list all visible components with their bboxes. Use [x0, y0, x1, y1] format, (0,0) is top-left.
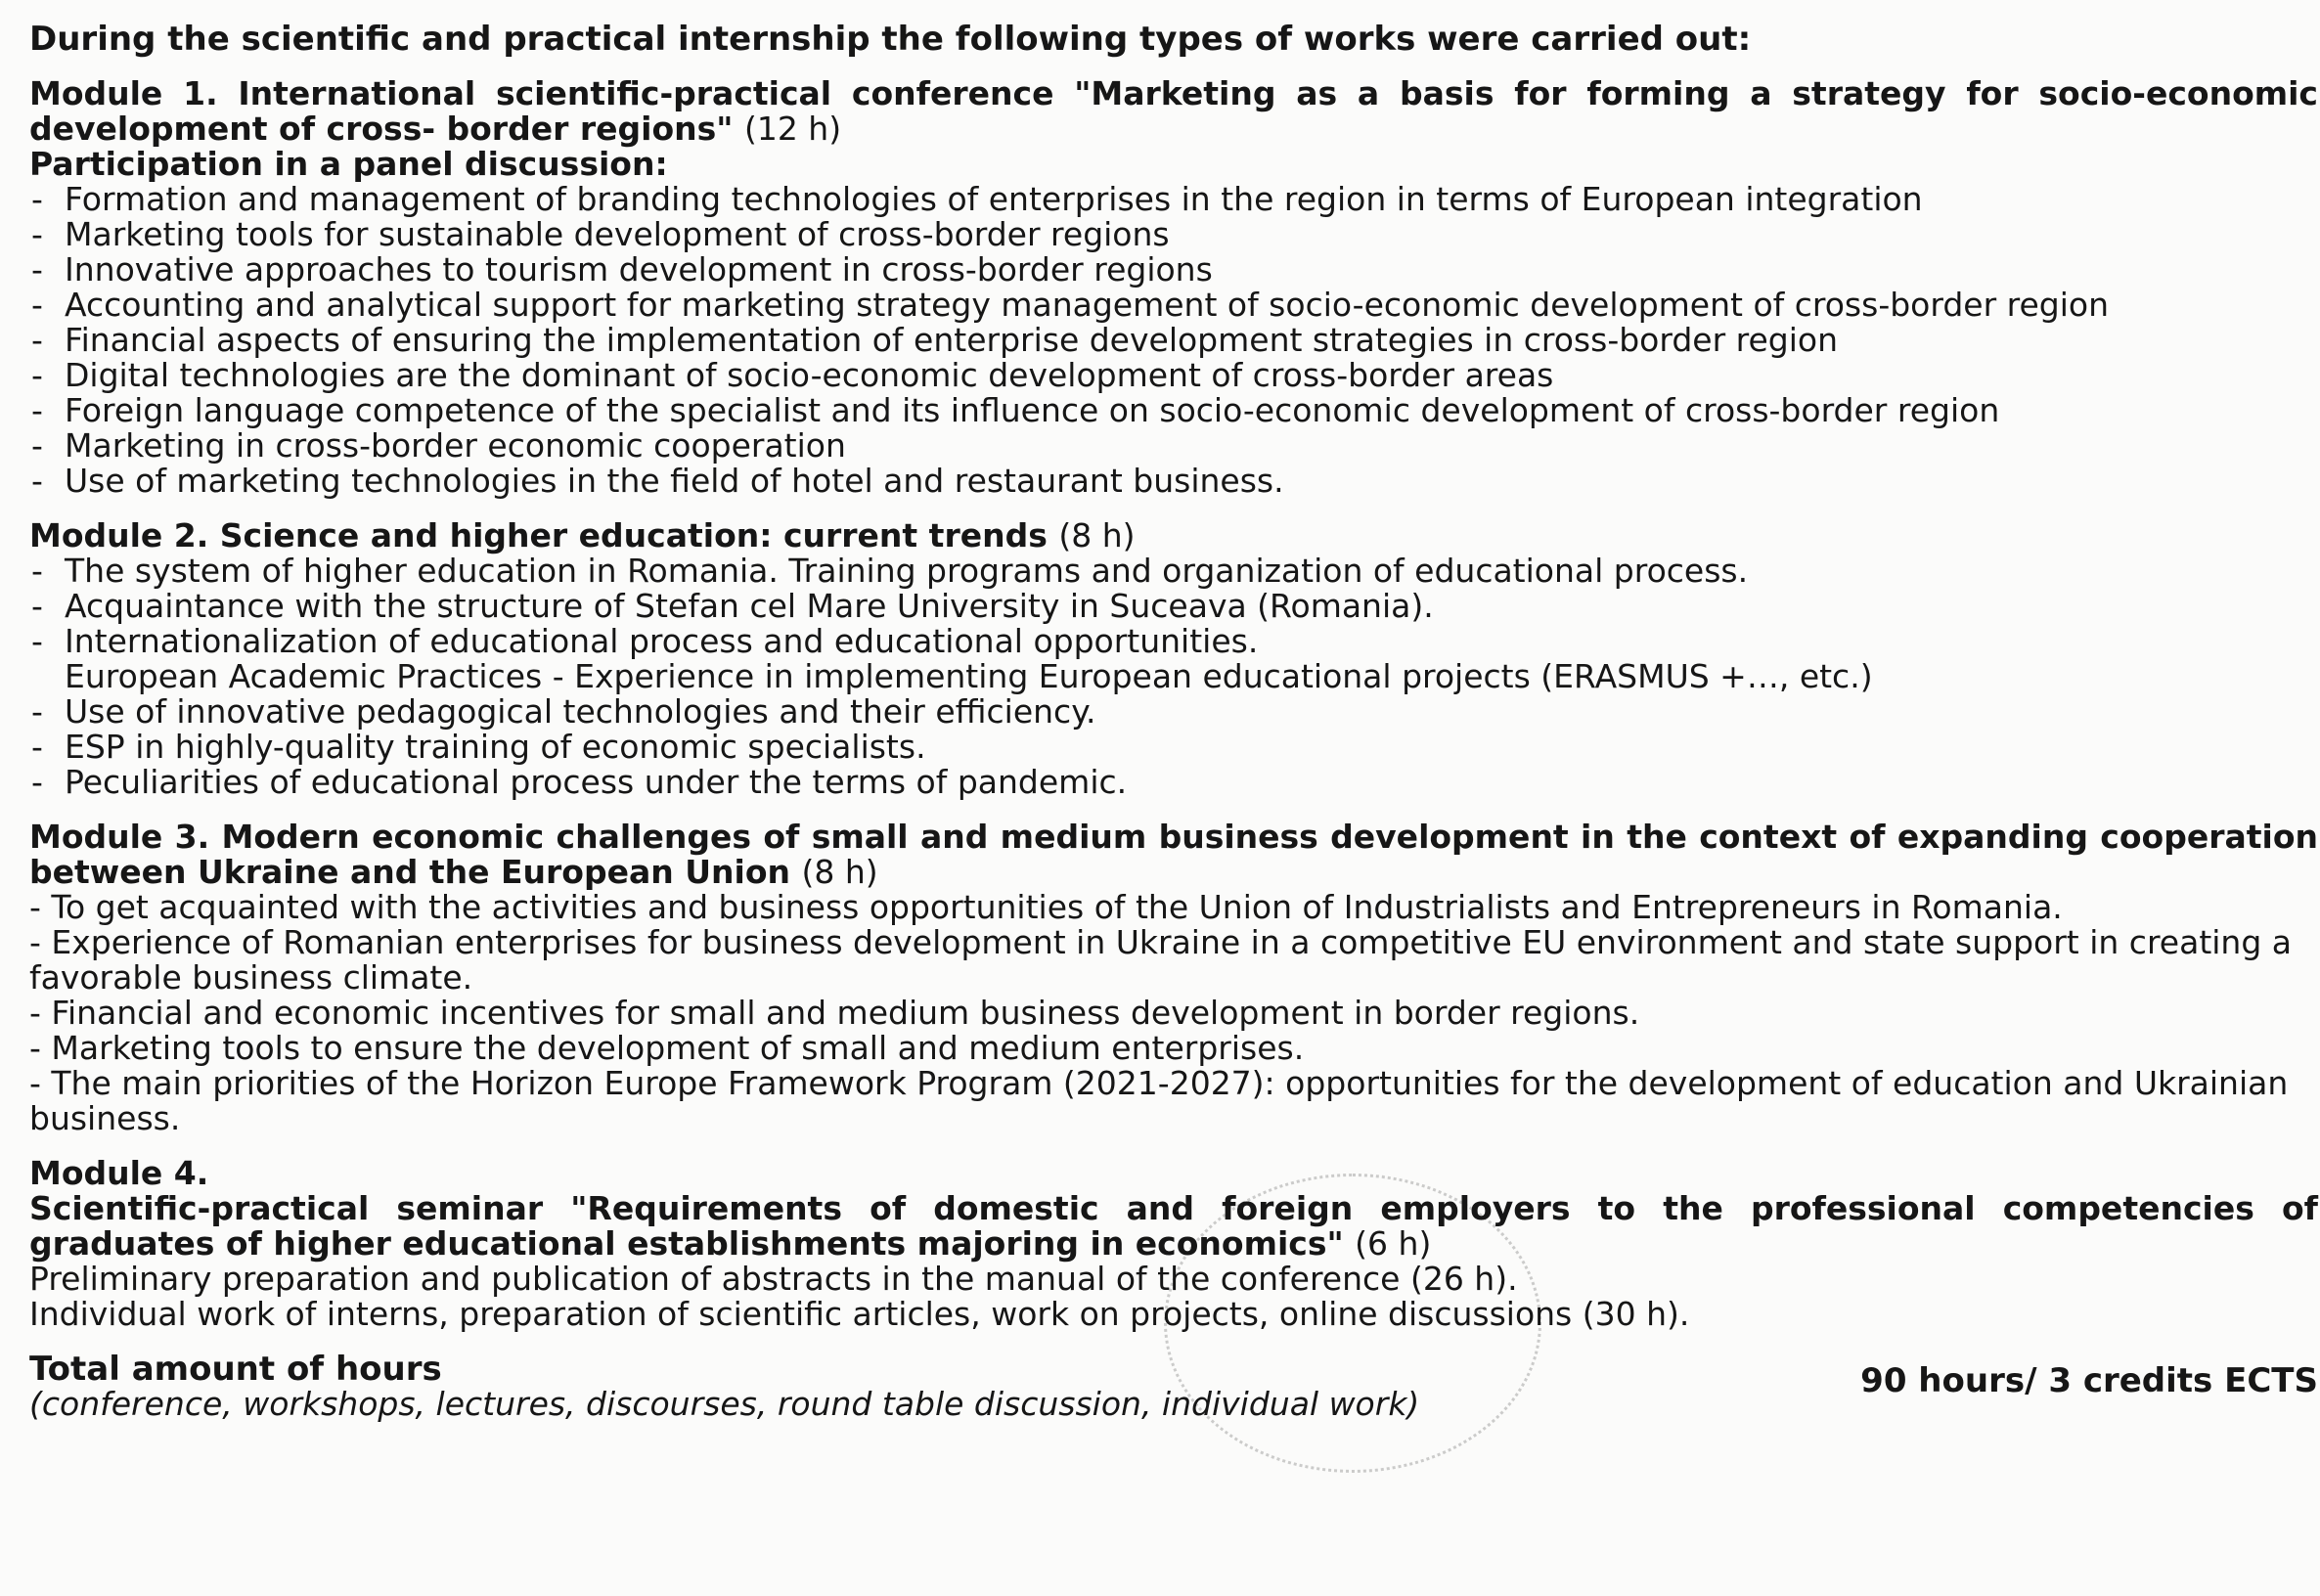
module-3-list	[29, 890, 2318, 1136]
module-2-title	[29, 518, 2318, 554]
list-item: - Formation and management of branding technologies of enterprises in the region in terms of European integration	[29, 182, 2318, 217]
list-item: - Marketing tools to ensure the development of small and medium enterprises.	[29, 1029, 1305, 1067]
module-3-title-text: Module 3. Modern economic challenges of small and medium business development in the context of expanding cooperation between Ukraine and the European Union	[29, 818, 2318, 891]
list-item: - Foreign language competence of the specialist and its influence on socio-economic development of cross-border region	[29, 393, 2318, 428]
module-4-line: Individual work of interns, preparation of scientific articles, work on projects, online discussions (30 h).	[29, 1295, 1690, 1333]
total-section	[29, 1352, 2318, 1422]
document-body	[29, 22, 2318, 1422]
module-1-list	[29, 182, 2318, 499]
list-item: - Acquaintance with the structure of Stefan cel Mare University in Suceava (Romania).	[29, 589, 2318, 624]
list-item: - Experience of Romanian enterprises for business development in Ukraine in a competitive EU environment and state support in creating a favorable business climate.	[29, 923, 2292, 997]
module-1-hours: (12 h)	[743, 110, 842, 148]
module-2-title-text: Module 2. Science and higher education: current trends	[29, 516, 1048, 554]
module-1-title	[29, 76, 2318, 147]
module-4-title-text: Scientific-practical seminar "Requirements of domestic and foreign employers to the professional competencies of graduates of higher educational establishments majoring in economics"	[29, 1189, 2318, 1263]
module-3-title	[29, 820, 2318, 890]
list-item: - The main priorities of the Horizon Europe Framework Program (2021-2027): opportunities for the development of education and Ukrainian business.	[29, 1064, 2289, 1137]
module-1-subheading: Participation in a panel discussion:	[29, 145, 668, 183]
list-item: - Marketing in cross-border economic cooperation	[29, 428, 2318, 464]
list-item: - The system of higher education in Romania. Training programs and organization of educational process.	[29, 554, 2318, 589]
list-item: - Innovative approaches to tourism development in cross-border regions	[29, 252, 2318, 288]
module-4	[29, 1156, 2318, 1332]
list-item: - Peculiarities of educational process under the terms of pandemic.	[29, 765, 2318, 800]
total-value: 90 hours/ 3 credits ECTS	[1860, 1361, 2318, 1400]
module-2-list	[29, 554, 2318, 800]
module-1-title-text: Module 1. International scientific-practical conference "Marketing as a basis for forming a strategy for socio-economic development of cross- border regions"	[29, 74, 2318, 148]
module-4-hours: (6 h)	[1355, 1224, 1432, 1263]
module-4-heading: Module 4.	[29, 1154, 209, 1192]
module-2	[29, 518, 2318, 800]
total-left	[29, 1352, 1419, 1422]
list-item: - Marketing tools for sustainable development of cross-border regions	[29, 217, 2318, 252]
list-item: - Accounting and analytical support for marketing strategy management of socio-economic development of cross-border region	[29, 288, 2318, 323]
list-item: - Digital technologies are the dominant of socio-economic development of cross-border areas	[29, 358, 2318, 393]
intro-heading: During the scientific and practical internship the following types of works were carried out:	[29, 20, 1752, 59]
list-item: - Financial and economic incentives for small and medium business development in border regions.	[29, 994, 1640, 1032]
list-item-continuation: European Academic Practices - Experience in implementing European educational projects (ERASMUS +…, etc.)	[65, 657, 1873, 695]
total-label: Total amount of hours	[29, 1350, 442, 1389]
module-3-hours: (8 h)	[801, 853, 878, 891]
total-note: (conference, workshops, lectures, discourses, round table discussion, individual work)	[29, 1385, 1420, 1423]
module-2-hours: (8 h)	[1058, 516, 1136, 554]
module-4-title	[29, 1191, 2318, 1262]
list-item: - To get acquainted with the activities and business opportunities of the Union of Industrialists and Entrepreneurs in Romania.	[29, 888, 2063, 926]
list-item: - Use of innovative pedagogical technologies and their efficiency.	[29, 694, 2318, 730]
list-item: - Financial aspects of ensuring the implementation of enterprise development strategies in cross-border region	[29, 323, 2318, 358]
module-3	[29, 820, 2318, 1136]
list-item: - Use of marketing technologies in the field of hotel and restaurant business.	[29, 464, 2318, 499]
module-4-line: Preliminary preparation and publication of abstracts in the manual of the conference (26 h).	[29, 1260, 1518, 1298]
list-item: - Internationalization of educational process and educational opportunities.	[29, 624, 2318, 659]
module-1	[29, 76, 2318, 499]
list-item: - ESP in highly-quality training of economic specialists.	[29, 730, 2318, 765]
